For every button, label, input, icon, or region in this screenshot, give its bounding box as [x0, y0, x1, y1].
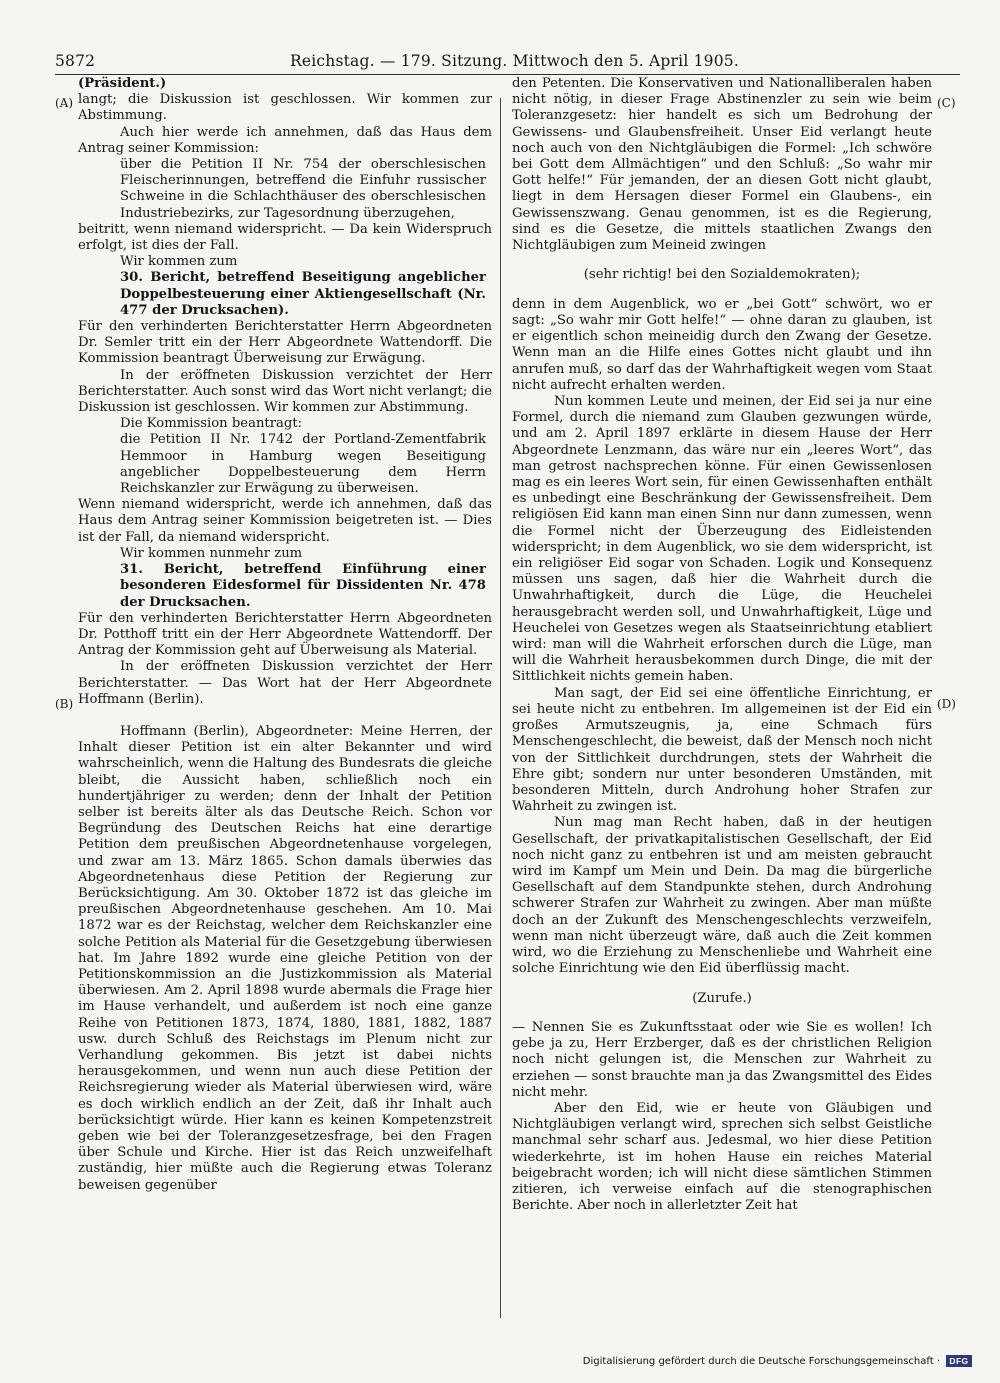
page-number: 5872	[55, 52, 96, 70]
margin-mark-d: (D)	[937, 697, 956, 711]
speech-text: den Petenten. Die Konservativen und Nationalliberalen haben nicht nötig, in dieser Frage Abstinenzler zu sein wie beim Toleranzgesetz: hier handelt es sich um Bedrohung der Gewissens- und Glaubensfreiheit. Unser Eid verlangt heute noch auch von den Nichtgläubigen die Formel: „Ich schwöre bei Gott dem Allmächtigen“ und den Schluß: „So wahr mir Gott helfe!“ Für jemanden, der an diesen Gott nicht glaubt, liegt in dem Hersagen dieser Formel ein Glaubens-, ein Gewissenszwang. Genau genommen, ist es die Regierung, sind es die Gesetze, die mittels staatlichen Zwangs den Nichtgläubigen zum Meineid zwingen	[512, 76, 932, 254]
motion-text: über die Petition II Nr. 754 der oberschlesischen Fleischerinnungen, betreffend die Einfuhr russischer Schweine in die Schlachthäuser des oberschlesischen Industriebezirks, zur Tagesordnung überzugehen,	[120, 157, 486, 221]
margin-mark-b: (B)	[55, 697, 74, 711]
paragraph: beitritt, wenn niemand widerspricht. — Da kein Widerspruch erfolgt, ist dies der Fall.	[78, 221, 492, 254]
footer-text: Digitalisierung gefördert durch die Deutsche Forschungsgemeinschaft ·	[582, 1355, 940, 1367]
speech-text: Nun mag man Recht haben, daß in der heutigen Gesellschaft, der privatkapitalistischen Gesellschaft, der Eid noch nicht ganz zu entbehren ist und am meisten gebraucht wird im Kampf um Mein und Dein. Da mag die bürgerliche Gesellschaft auf dem Standpunkte stehen, durch Androhung schwerer Strafen zur Wahrheit zu zwingen. Aber man müßte doch an der Zukunft des Menschengeschlechts verzweifeln, wenn man nicht überzeugt wäre, daß auch die Zeit kommen wird, wo die Erziehung zu Menschenliebe und Wahrheit eine solche Einrichtung wie den Eid überflüssig macht.	[512, 815, 932, 977]
speaker-tag: (Präsident.)	[78, 76, 167, 91]
paragraph: langt; die Diskussion ist geschlossen. Wir kommen zur Abstimmung.	[78, 92, 492, 124]
interjection: (Zurufe.)	[692, 990, 752, 1006]
paragraph: Wir kommen zum	[120, 254, 238, 270]
left-column	[78, 76, 492, 1194]
paragraph: Die Kommission beantragt:	[120, 416, 303, 432]
speech-text: — Nennen Sie es Zukunftsstaat oder wie Sie es wollen! Ich gebe ja zu, Herr Erzberger, daß es der christlichen Religion noch nicht gelungen ist, die Menschen zur Wahrheit zu erziehen — sonst brauchte man ja das Zwangsmittel des Eides nicht mehr.	[512, 1019, 932, 1100]
paragraph: Auch hier werde ich annehmen, daß das Haus dem Antrag seiner Kommission:	[78, 124, 492, 156]
paragraph: Für den verhinderten Berichterstatter Herrn Abgeordneten Dr. Potthoff tritt ein der Herr Abgeordnete Wattendorff. Der Antrag der Kommission geht auf Überweisung als Material.	[78, 610, 492, 659]
speech-text: Man sagt, der Eid sei eine öffentliche Einrichtung, er sei heute nicht zu entbehren. Im allgemeinen ist der Eid ein großes Armutszeugnis, ja, eine Schmach fürs Menschengeschlecht, die beweist, daß der Mensch noch nicht von der Sittlichkeit durchdrungen, stets der Wahrheit die Ehre gibt; sondern nur unter besonderen Umständen, mit besonderen Mitteln, durch Androhung hoher Strafen zur Wahrheit zu zwingen ist.	[512, 685, 932, 815]
paragraph: Wenn niemand widerspricht, werde ich annehmen, daß das Haus dem Antrag seiner Kommission beigetreten ist. — Dies ist der Fall, da niemand widerspricht.	[78, 497, 492, 545]
running-title: Reichstag. — 179. Sitzung. Mittwoch den 5. April 1905.	[290, 52, 739, 70]
paragraph: Für den verhinderten Berichterstatter Herrn Abgeordneten Dr. Semler tritt ein der Herr Abgeordnete Wattendorff. Die Kommission beantragt Überweisung zur Erwägung.	[78, 319, 492, 367]
page-header	[55, 52, 960, 72]
header-rule	[55, 74, 960, 75]
paragraph: In der eröffneten Diskussion verzichtet der Herr Berichterstatter. Auch sonst wird das Wort nicht verlangt; die Diskussion ist geschlossen. Wir kommen zur Abstimmung.	[78, 367, 492, 416]
speech-text: Hoffmann (Berlin), Abgeordneter: Meine Herren, der Inhalt dieser Petition ist ein alter Bekannter und wird wahrscheinlich, wenn die Haltung des Bundesrats die gleiche bleibt, die Aussicht haben, schließlich noch ein hundertjähriger zu werden; denn der Inhalt der Petition selber ist bereits älter als das Deutsche Reich. Schon vor Begründung des Deutschen Reichs hat eine derartige Petition dem preußischen Abgeordnetenhause vorgelegen, und zwar am 13. März 1865. Schon damals überwies das Abgeordnetenhaus diese Petition der Regierung zur Berücksichtigung. Am 30. Oktober 1872 ist das gleiche im preußischen Abgeordnetenhause geschehen. Am 10. Mai 1872 war es der Reichstag, welcher dem Reichskanzler eine solche Petition als Material für die Gesetzgebung überwiesen hat. Im Jahre 1892 wurde eine gleiche Petition von der Petitionskommission an die Justizkommission als Material überwiesen. Am 2. April 1898 wurde abermals die Frage hier im Hause verhandelt, und außerdem ist noch eine ganze Reihe von Petitionen 1873, 1874, 1880, 1881, 1882, 1887 usw. durch Schluß des Reichstags im Plenum nicht zur Verhandlung gekommen. Bis jetzt ist dabei nichts herausgekommen, und wenn nun auch diese Petition der Reichsregierung wieder als Material überwiesen wird, wäre es doch wirklich endlich an der Zeit, daß ihr Inhalt auch berücksichtigt würde. Hier kann es keinen Kompetenzstreit geben wie bei der Toleranzgesetzesfrage, bei den Fragen über Schule und Kirche. Hier ist das Reich unzweifelhaft zuständig, hier müßte auch die Regierung etwas Toleranz beweisen gegenüber	[78, 723, 492, 1193]
speech-text: Aber den Eid, wie er heute von Gläubigen und Nichtgläubigen verlangt wird, sprechen sich selbst Geistliche manchmal sehr scharf aus. Jedesmal, wo hier diese Petition wiederkehrte, ist im hohen Hause ein reiches Material beigebracht worden; ich will nicht diese sämtlichen Stimmen zitieren, ich verweise einfach auf die stenographischen Berichte. Aber noch in allerletzter Zeit hat	[512, 1100, 932, 1214]
footer-credit	[583, 1355, 972, 1367]
motion-text: die Petition II Nr. 1742 der Portland-Zementfabrik Hemmoor in Hamburg wegen Beseitigung angeblicher Doppelbesteuerung dem Herrn Reichskanzler zur Erwägung zu überweisen.	[120, 432, 486, 497]
column-divider	[500, 98, 501, 1318]
paragraph: Wir kommen nunmehr zum	[120, 545, 303, 561]
speech-text: Nun kommen Leute und meinen, der Eid sei ja nur eine Formel, durch die niemand zum Glauben gezwungen würde, und am 2. April 1897 erklärte in diesem Hause der Herr Abgeordnete Lenzmann, das wäre nur ein „leeres Wort“, das man getrost nachsprechen könne. Für einen Gewissenlosen mag es ein leeres Wort sein, für einen Gewissenhaften enthält es unbedingt eine Beschränkung der Gewissensfreiheit. Dem religiösen Eid kann man einen Sinn nur dann zumessen, wenn die Formel nicht der Überzeugung des Eidleistenden widerspricht; in dem Augenblick, wo sie dem widerspricht, ist ein religiöser Eid sogar von Schaden. Logik und Konsequenz müssen uns sagen, daß hier die Wahrheit durch die Unwahrhaftigkeit, durch die Lüge, die Heuchelei herausgebracht werden soll, und Unwahrhaftigkeit, Lüge und Heuchelei von Gesetzes wegen als Staatseinrichtung etabliert wird: man will die Wahrheit erforschen durch die Lüge, man will die Wahrheit herausbekommen durch Dinge, die mit der Sittlichkeit nichts gemein haben.	[512, 394, 932, 685]
right-column	[512, 76, 932, 1214]
paragraph: In der eröffneten Diskussion verzichtet der Herr Berichterstatter. — Das Wort hat der Herr Abgeordnete Hoffmann (Berlin).	[78, 659, 492, 707]
margin-mark-a: (A)	[55, 96, 74, 110]
report-heading: 30. Bericht, betreffend Beseitigung angeblicher Doppelbesteuerung einer Aktiengesellschaft (Nr. 477 der Drucksachen).	[120, 270, 486, 318]
margin-mark-c: (C)	[937, 96, 956, 110]
report-heading: 31. Bericht, betreffend Einführung einer besonderen Eidesformel für Dissidenten Nr. 478 der Drucksachen.	[120, 562, 486, 610]
interjection: (sehr richtig! bei den Sozialdemokraten);	[583, 267, 861, 283]
dfg-logo-icon: DFG	[946, 1355, 972, 1367]
speech-text: denn in dem Augenblick, wo er „bei Gott“ schwört, wo er sagt: „So wahr mir Gott helfe!“ — ohne daran zu glauben, ist er eigentlich schon meineidig durch den Zwang der Gesetze. Wenn man an die Hilfe eines Gottes nicht glaubt und ihn anrufen muß, so darf das der Wahrhaftigkeit wegen vom Staat nicht aufrecht erhalten werden.	[512, 296, 932, 393]
